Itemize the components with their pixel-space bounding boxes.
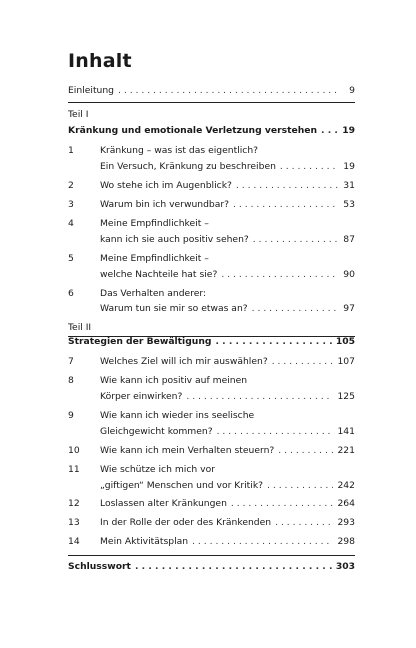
dot-leader [186,389,333,405]
page-number: 221 [337,445,355,456]
page-number: 242 [337,480,355,491]
entry-title: Wie kann ich wieder ins seelische [100,410,255,421]
chapter-number: 13 [68,517,80,528]
dot-leader [252,301,340,317]
toc-entry-chapter-9[interactable] [68,408,355,424]
toc-entry-introduction[interactable] [68,83,355,99]
entry-title: Welches Ziel will ich mir auswählen? [100,356,268,367]
entry-title: Wie schütze ich mich vor [100,464,215,475]
toc-entry-chapter-4[interactable] [68,216,355,232]
toc-entry-chapter-13[interactable] [68,515,355,531]
dot-leader [233,197,339,213]
entry-title-continued: kann ich sie auch positiv sehen? [100,234,249,245]
toc-entry-chapter-5-cont[interactable] [68,267,355,283]
dot-leader [231,496,334,512]
dot-leader [267,478,333,494]
dot-leader [221,267,339,283]
part-label [68,107,355,123]
toc-entry-chapter-2[interactable] [68,178,355,194]
dot-leader [280,159,339,175]
dot-leader [321,123,338,139]
entry-title: Das Verhalten anderer: [100,288,207,299]
entry-title: Kränkung – was ist das eigentlich? [100,145,259,156]
toc-entry-chapter-6[interactable] [68,286,355,302]
dot-leader [192,534,333,550]
page-number: 53 [343,199,355,210]
page-number: 9 [349,85,355,96]
entry-title: Wo stehe ich im Augenblick? [100,180,232,191]
chapter-number: 6 [68,288,74,299]
entry-title: Wie kann ich mein Verhalten steuern? [100,445,275,456]
entry-title-continued: Körper einwirken? [100,391,183,402]
chapter-number: 11 [68,464,80,475]
chapter-number: 8 [68,375,74,386]
toc-entry-chapter-6-cont[interactable] [68,301,355,317]
toc-entry-chapter-11[interactable] [68,462,355,478]
toc-entry-chapter-8-cont[interactable] [68,389,355,405]
entry-title: Mein Aktivitätsplan [100,536,189,547]
dot-leader [135,559,332,575]
entry-title-continued: Ein Versuch, Kränkung zu beschreiben [100,161,276,172]
chapter-number: 14 [68,536,80,547]
toc-entry-part1[interactable] [68,123,355,139]
toc-entry-chapter-1[interactable] [68,143,355,159]
page-number: 97 [343,303,355,314]
entry-title: Kränkung und emotionale Verletzung verstehen [68,125,318,136]
toc-entry-chapter-12[interactable] [68,496,355,512]
page-number: 107 [337,356,355,367]
entry-title: In der Rolle der oder des Kränkenden [100,517,272,528]
dot-leader [215,334,331,350]
entry-title: Meine Empfindlichkeit – [100,218,209,229]
entry-title: Strategien der Bewältigung [68,336,212,347]
toc-entry-chapter-11-cont[interactable] [68,478,355,494]
chapter-number: 1 [68,145,74,156]
chapter-number: 9 [68,410,74,421]
toc-entry-chapter-4-cont[interactable] [68,232,355,248]
page-number: 264 [337,498,355,509]
toc-entry-chapter-5[interactable] [68,251,355,267]
page-number: 125 [337,391,355,402]
entry-title-continued: „giftigen“ Menschen und vor Kritik? [100,480,264,491]
entry-title: Warum bin ich verwundbar? [100,199,230,210]
chapter-number: 12 [68,498,80,509]
chapter-number: 5 [68,253,74,264]
part-label-text: Teil I [68,109,89,120]
toc-entry-chapter-14[interactable] [68,534,355,550]
chapter-number: 7 [68,356,74,367]
entry-title: Schlusswort [68,561,131,572]
part-label-text: Teil II [68,322,92,333]
toc-entry-chapter-3[interactable] [68,197,355,213]
page-number: 31 [343,180,355,191]
page-number: 105 [335,336,355,347]
page-number: 87 [343,234,355,245]
chapter-number: 3 [68,199,74,210]
section-divider [68,102,355,103]
entry-title-continued: Gleichgewicht kommen? [100,426,213,437]
entry-title: Meine Empfindlichkeit – [100,253,209,264]
dot-leader [118,83,341,99]
page-number: 298 [337,536,355,547]
entry-title: Einleitung [68,85,115,96]
toc-entry-chapter-8[interactable] [68,373,355,389]
entry-title: Loslassen alter Kränkungen [100,498,227,509]
page-number: 90 [343,269,355,280]
dot-leader [278,443,333,459]
dot-leader [253,232,340,248]
dot-leader [236,178,339,194]
toc-entry-chapter-7[interactable] [68,354,355,370]
toc-entry-chapter-1-cont[interactable] [68,159,355,175]
toc-entry-part2[interactable] [68,334,355,350]
dot-leader [217,424,334,440]
entry-title: Wie kann ich positiv auf meinen [100,375,248,386]
dot-leader [275,515,333,531]
toc-entry-chapter-9-cont[interactable] [68,424,355,440]
toc-entry-closing[interactable] [68,559,355,575]
chapter-number: 10 [68,445,80,456]
page-number: 19 [343,161,355,172]
chapter-number: 4 [68,218,74,229]
entry-title-continued: welche Nachteile hat sie? [100,269,218,280]
page-number: 141 [337,426,355,437]
page-number: 293 [337,517,355,528]
entry-title-continued: Warum tun sie mir so etwas an? [100,303,248,314]
dot-leader [272,354,334,370]
page-number: 303 [335,561,355,572]
page-number: 19 [342,125,355,136]
section-divider [68,555,355,556]
page-title: Inhalt [68,50,132,72]
toc-entry-chapter-10[interactable] [68,443,355,459]
chapter-number: 2 [68,180,74,191]
